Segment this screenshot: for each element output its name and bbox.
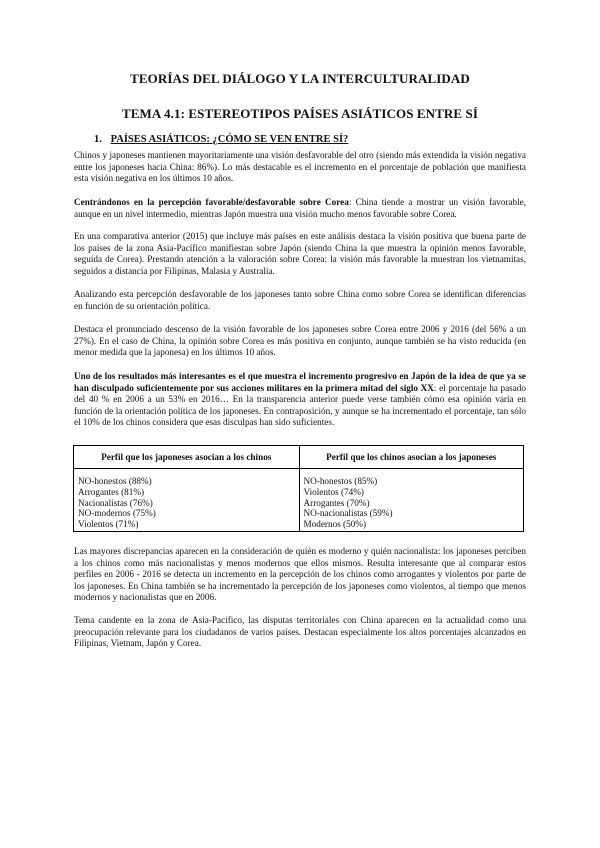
table-item: Violentos (74%): [303, 486, 364, 497]
table-item: Modernos (50%): [303, 519, 367, 530]
table-item: Arrogantes (81%): [78, 486, 145, 497]
table-column-right: [299, 446, 524, 531]
table-header: Perfil que los chinos asocian a los japoneses: [300, 446, 524, 469]
table-item: Arrogantes (70%): [303, 497, 370, 508]
paragraph: Destaca el pronunciado descenso de la visión favorable de los japoneses sobre Corea entre 2006 y 2016 (del 56% a un 27%). En el caso de China, la opinión sobre Corea es más positiva en conjunto, aunque también se ha visto reducida (en menor medida que la japonesa) en los últimos 10 años.: [74, 324, 526, 357]
paragraph: En una comparativa anterior (2015) que incluye más países en este análisis destaca la visión positiva que buena parte de los países de la zona Asia-Pacífico manifiestan sobre Japón (siendo China la que muestra la opinión menos favorable, seguida de Corea). Prestando atención a la valoración sobre Corea: la visión más favorable la muestran los vietnamitas, seguidos a distancia por Filipinas, Malasia y Australia.: [74, 231, 526, 276]
document-subtitle: TEMA 4.1: ESTEREOTIPOS PAÍSES ASIÁTICOS ENTRE SÍ: [121, 106, 479, 121]
table-list-left: [74, 469, 299, 530]
paragraph: Las mayores discrepancias aparecen en la consideración de quién es moderno y quién nacionalista: los japoneses perciben a los chinos como más nacionalistas y menos modernos que ellos mismos. Resulta interesante que al comparar estos perfiles en 2006 - 2016 se detecta un incremento en la percepción de los chinos como arrogantes y violentos por parte de los japoneses. En China también se ha incrementado la percepción de los japoneses como violentos, al tiempo que menos modernos y nacionalistas que en 2006.: [74, 546, 526, 602]
section-title: PAÍSES ASIÁTICOS: ¿CÓMO SE VEN ENTRE SÍ?: [110, 134, 349, 145]
table-item: Violentos (71%): [78, 519, 139, 530]
paragraph: Analizando esta percepción desfavorable de los japoneses tanto sobre China como sobre Corea se identifican diferencias en función de su orientación política.: [74, 289, 526, 311]
section-number: 1.: [94, 134, 102, 145]
paragraph-text: : China tiende a mostrar un visión favorable, aunque en un nivel intermedio, mientras Japón muestra una visión mucho menos favorable sobre Corea.: [74, 197, 526, 219]
paragraph: Chinos y japoneses mantienen mayoritariamente una visión desfavorable del otro (siendo más extendida la visión negativa entre los japoneses hacia China: 86%). Lo más destacable es el incremento en el porcentaje de población que manifiesta esta visión negativa en los últimos 10 años.: [74, 150, 526, 183]
bold-lead: Uno de los resultados más interesantes es el que muestra el incremento progresivo en Japón de la idea de que ya se han disculpado suficientemente por sus acciones militares en la primera mitad del siglo XX: [74, 371, 526, 393]
paragraph: [74, 371, 526, 429]
profile-table: [73, 445, 524, 532]
table-item: Nacionalistas (76%): [78, 497, 153, 508]
paragraph: Tema candente en la zona de Asia-Pacífico, las disputas territoriales con China aparecen en la actualidad como una preocupación relevante para los ciudadanos de varios países. Destacan especialmente los altos porcentajes alcanzados en Filipinas, Vietnam, Japón y Corea.: [74, 615, 526, 648]
table-item: NO-nacionalistas (59%): [303, 508, 393, 519]
bold-lead: Centrándonos en la percepción favorable/desfavorable sobre Corea: [74, 197, 349, 207]
table-item: NO-honestos (85%): [303, 476, 378, 486]
table-item: NO-honestos (88%): [78, 476, 152, 486]
table-item: NO-modernos (75%): [78, 508, 156, 519]
table-column-left: [74, 446, 299, 531]
table-header: Perfil que los japoneses asocian a los chinos: [74, 446, 299, 469]
paragraph: [74, 197, 526, 220]
document-title: TEORÍAS DEL DIÁLOGO Y LA INTERCULTURALIDAD: [130, 71, 470, 86]
section-heading: [94, 134, 348, 145]
table-list-right: [300, 469, 524, 530]
paragraph-text: : el porcentaje ha pasado del 40 % en 2006 a un 53% en 2016… En la transparencia anterior puede verse también cómo esa opinión varía en función de la orientación política de los japoneses. En contraposición, y aunque se ha incrementado el porcentaje, tan sólo el 10% de los chinos considera que esas disculpas han sido suficientes.: [74, 382, 526, 427]
